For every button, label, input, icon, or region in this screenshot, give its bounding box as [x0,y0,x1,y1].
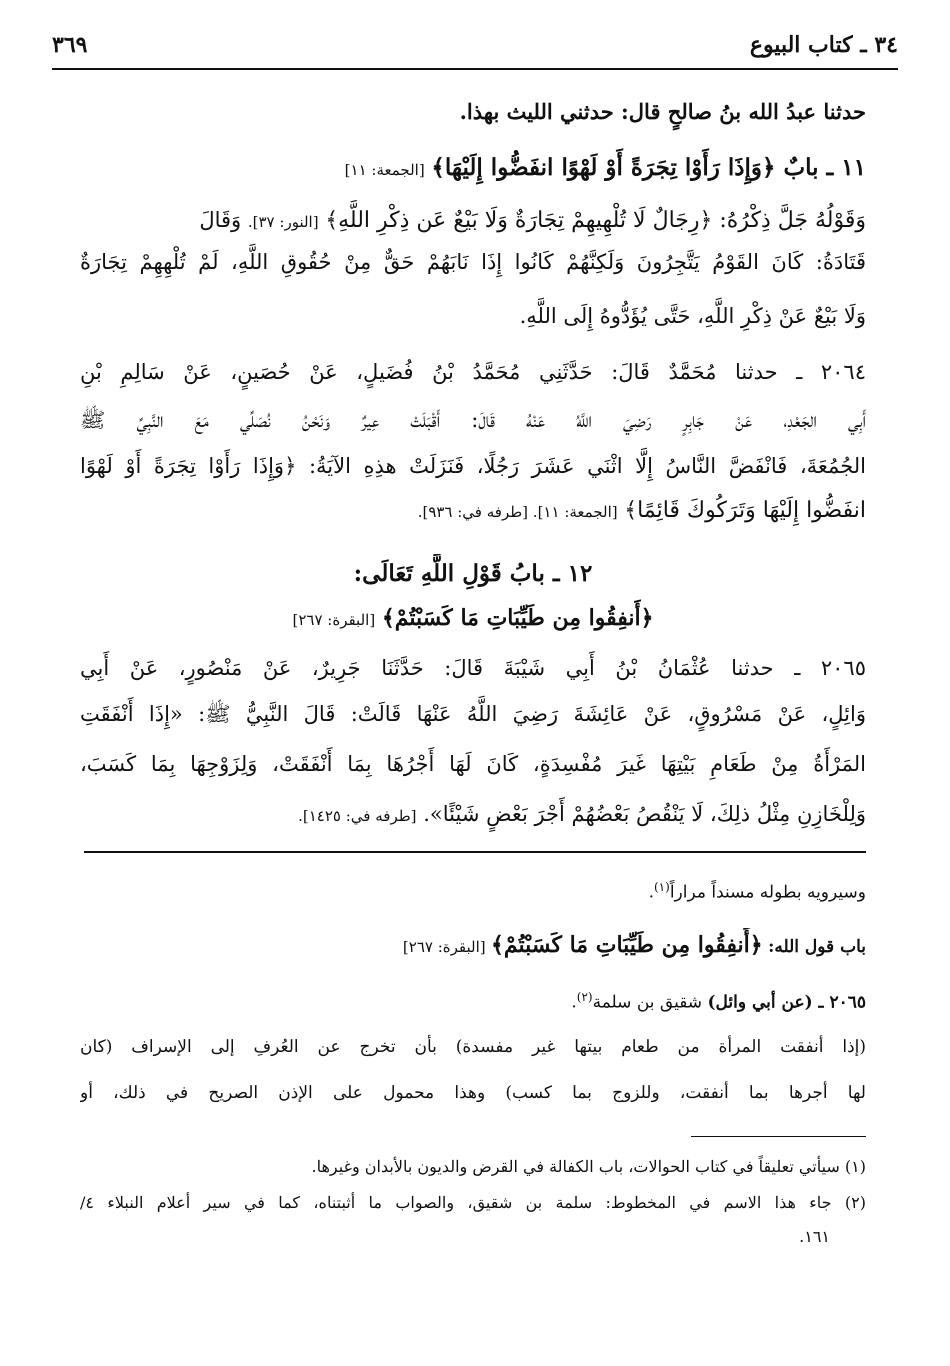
hadith-line: وَائِلٍ، عَنْ مَسْرُوقٍ، عَنْ عَائِشَةَ رَضِيَ اللَّهُ عَنْهَا قَالَتْ: قَالَ النَّبِيُّ ﷺ: «إِذَا أَنْفَقَتِ [80,702,866,726]
hadith-line: أَبِي الجَعْدِ، عَنْ جَابِرٍ رَضِيَ اللَّهُ عَنْهُ قَالَ: أَقْبَلَتْ عِيرٌ وَنَحْنُ نُصَلِّي مَعَ النَّبِيِّ ﷺ [80,408,866,432]
commentary-line [80,928,866,964]
text-fragment: وَقَالَ [199,208,242,232]
footnote-marker: (١) [653,880,670,894]
text-fragment: شقيق بن سلمة [592,992,703,1013]
hadith-line: ٢٠٦٤ ـ حدثنا مُحَمَّدٌ قَالَ: حَدَّثَنِي مُحَمَّدُ بْنُ فُضَيلٍ، عَنْ حُصَينٍ، عَنْ سَالِمِ بْنِ [80,360,866,384]
verse-reference: [الجمعة: ١١] [344,161,425,179]
commentary-line [80,870,866,910]
verse-reference: [الجمعة: ١١]. [طرفه في: ٩٣٦]. [417,503,618,521]
text-line: قَتَادَةُ: كَانَ القَوْمُ يَتَّجِرُونَ وَلَكِنَّهُمْ كَانُوا إِذَا نَابَهُمْ حَقٌّ مِنْ حُقُوقِ اللَّهِ، لَمْ تُلْهِهِمْ تِجَارَةٌ [80,250,866,274]
verse-text: انفَضُّوا إِلَيْهَا وَتَرَكُوكَ قَائِمًا﴾ [624,498,866,523]
footnote-line: (١) سيأتي تعليقاً في كتاب الحوالات، باب الكفالة في القرض والديون بالأبدان وغيرها. [311,1157,866,1176]
footnote-divider [691,1136,866,1137]
chapter-verse [80,598,866,640]
hadith-line: المَرْأَةُ مِنْ طَعَامِ بَيْتِهَا غَيرَ مُفْسِدَةٍ، كَانَ لَهَا أَجْرُهَا بِمَا أَنْفَقَتْ، وَلِزَوْجِهَا بِمَا كَسَبَ، [80,752,866,776]
text-line [80,200,866,242]
verse-text: ﴿أَنفِقُوا مِن طَيِّبَاتِ مَا كَسَبْتُمْ﴾ [381,605,654,631]
cross-reference: [طرفه في: ١٤٢٥]. [298,807,417,825]
chapter-title: ١٢ ـ بابُ قَوْلِ اللَّهِ تَعَالَى: [353,560,593,587]
commentary-divider [84,851,866,853]
chapter-heading [80,148,866,190]
verse-text: ﴿أَنفِقُوا مِن طَيِّبَاتِ مَا كَسَبْتُمْ﴾ [491,932,763,958]
commentary-line: لها أجرها بما أنفقت، وللزوج بما كسب) وهذا محمول على الإذن الصريح في ذلك، أو [80,1083,866,1103]
verse-reference: [النور: ٣٧]. [247,213,319,231]
commentary-line [80,980,866,1020]
chapter-label: باب قول الله: [768,937,866,957]
hadith-line: ٢٠٦٥ ـ حدثنا عُثْمَانُ بْنُ أَبِي شَيْبَةَ قَالَ: حَدَّثَنَا جَرِيرٌ، عَنْ مَنْصُورٍ، عَنْ أَبِي [80,656,866,680]
text-fragment: . [571,992,577,1013]
text-fragment: وَلِلْخَازِنِ مِثْلُ ذلِكَ، لَا يَنْقُصُ بَعْضُهُمْ أَجْرَ بَعْضٍ شَيْئًا». [423,802,866,826]
text-line: حدثنا عبدُ الله بنُ صالحٍ قال: حدثني الليث بهذا. [459,99,866,124]
hadith-line [80,794,866,836]
hadith-line [80,490,866,532]
running-title: ٣٤ ـ كتاب البيوع [749,32,898,58]
page-header [52,32,898,66]
verse-reference: [البقرة: ٢٦٧] [402,938,486,956]
footnote-line: (٢) جاء هذا الاسم في المخطوط: سلمة بن شقيق، والصواب ما أثبتناه، كما في سير أعلام النبلاء ٤/ [80,1193,866,1212]
footnote-line: ١٦١. [799,1227,830,1246]
commentary-line: (إذا أنفقت المرأة من طعام بيتها غير مفسدة) بأن تخرج عن العُرفِ إلى الإسراف (كان [80,1037,866,1057]
text-fragment: وسيرويه بطوله مسنداً مراراً [669,882,866,903]
text-line: وَلَا بَيْعٌ عَنْ ذِكْرِ اللَّهِ، حَتَّى يُؤَدُّوهُ إِلَى اللَّهِ. [519,304,866,328]
verse-text: وَقَوْلُهُ جَلَّ ذِكْرُهُ: ﴿رِجَالٌ لَا تُلْهِيهِمْ تِجَارَةٌ وَلَا بَيْعٌ عَن ذِكْرِ اللَّهِ﴾ [325,208,866,233]
verse-reference: [البقرة: ٢٦٧] [292,611,376,629]
header-divider [52,68,898,70]
text-fragment: . [648,882,654,903]
chapter-title: ١١ ـ بابٌ ﴿وَإِذَا رَأَوْا تِجَرَةً أَوْ لَهْوًا انفَضُّوا إِلَيْهَا﴾ [431,154,866,181]
page-number: ٣٦٩ [52,32,88,58]
footnote-marker: (٢) [576,990,593,1004]
hadith-line: الجُمُعَةَ، فَانْفَضَّ النَّاسُ إِلَّا اثْنَي عَشَرَ رَجُلًا، فَنَزَلَتْ هذِهِ الآيَةُ: ﴿وَإِذَا رَأَوْا تِجَرَةً أَوْ لَهْوًا [80,454,866,478]
hadith-number: ٢٠٦٥ ـ (عن أبي وائل) [707,992,866,1013]
